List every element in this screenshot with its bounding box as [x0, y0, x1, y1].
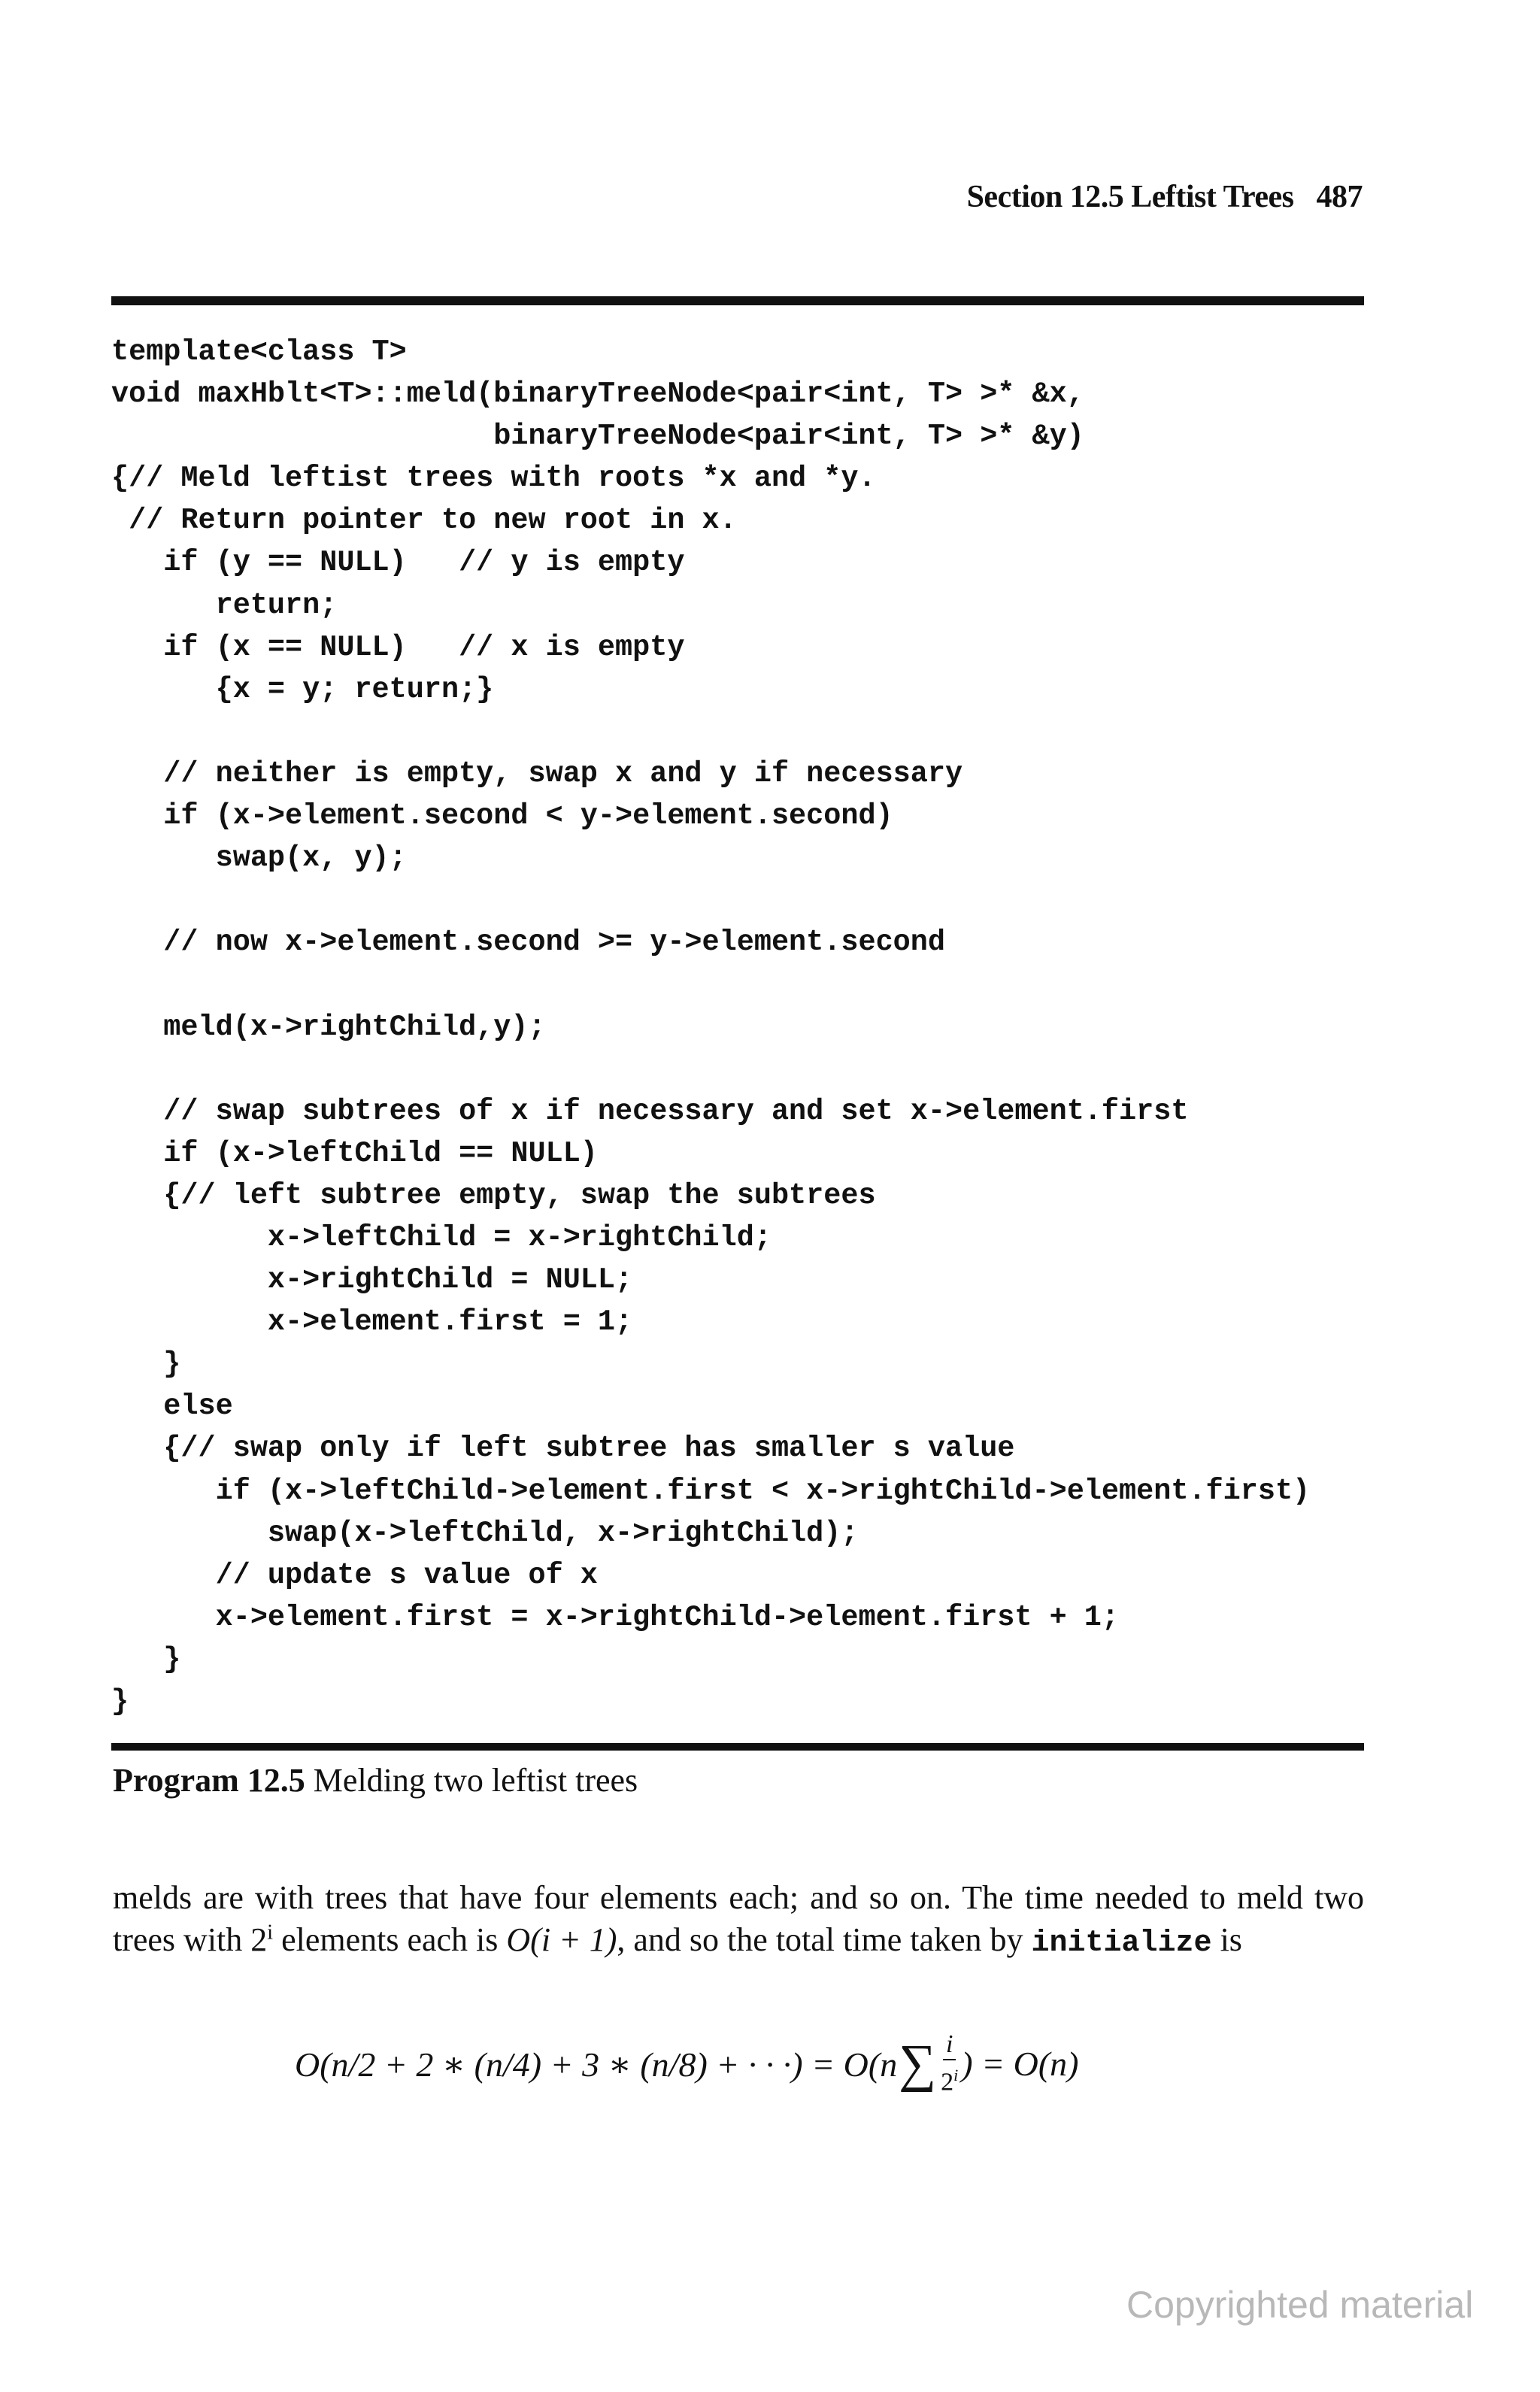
code-line: {// Meld leftist trees with roots *x and *y.	[111, 462, 876, 496]
code-line: // update s value of x	[111, 1558, 598, 1592]
code-line: swap(x->leftChild, x->rightChild);	[111, 1516, 859, 1550]
code-line: if (x->leftChild->element.first < x->rightChild->element.first)	[111, 1474, 1311, 1508]
code-line: x->leftChild = x->rightChild;	[111, 1220, 772, 1254]
code-line: if (x->element.second < y->element.second)	[111, 799, 893, 833]
caption-text: Melding two leftist trees	[313, 1762, 638, 1799]
page-number: 487	[1316, 180, 1363, 214]
bottom-rule	[111, 1743, 1364, 1751]
body-paragraph	[113, 1877, 1364, 1965]
para-code-word: initialize	[1031, 1927, 1212, 1960]
code-line: // Return pointer to new root in x.	[111, 504, 737, 538]
code-line: x->element.first = x->rightChild->element.first + 1;	[111, 1600, 1120, 1634]
para-text-3: , and so the total time taken by	[617, 1921, 1032, 1958]
code-line: }	[111, 1685, 129, 1718]
complexity-formula	[295, 2030, 1078, 2097]
denominator-exponent: i	[953, 2066, 959, 2084]
code-line: else	[111, 1390, 233, 1423]
para-text-4: is	[1211, 1921, 1242, 1958]
code-line: {// swap only if left subtree has smaller s value	[111, 1432, 1015, 1466]
code-line: void maxHblt<T>::meld(binaryTreeNode<pair<int, T> >* &x,	[111, 377, 1084, 411]
code-listing	[111, 331, 1310, 1723]
program-caption	[113, 1761, 638, 1799]
code-line: }	[111, 1348, 181, 1381]
code-line: meld(x->rightChild,y);	[111, 1010, 546, 1044]
formula-fraction	[941, 2030, 958, 2097]
formula-left: O(n/2 + 2 ∗ (n/4) + 3 ∗ (n/8) + · · ·) = O(n	[295, 2045, 898, 2084]
code-line: {x = y; return;}	[111, 672, 494, 706]
top-rule	[111, 296, 1364, 305]
para-text-2: elements each is	[273, 1921, 507, 1958]
section-title: Section 12.5 Leftist Trees	[966, 180, 1294, 214]
caption-label: Program 12.5	[113, 1762, 305, 1799]
code-line: swap(x, y);	[111, 841, 407, 875]
running-header	[0, 179, 1363, 215]
code-line: {// left subtree empty, swap the subtrees	[111, 1178, 876, 1212]
code-line: return;	[111, 588, 338, 622]
code-line: if (x->leftChild == NULL)	[111, 1136, 598, 1170]
code-line: binaryTreeNode<pair<int, T> >* &y)	[111, 420, 1084, 453]
code-line: // now x->element.second >= y->element.second	[111, 926, 945, 960]
formula-right: ) = O(n)	[961, 2045, 1079, 2084]
code-line: if (y == NULL) // y is empty	[111, 546, 685, 580]
sigma-symbol: ∑	[899, 2034, 937, 2093]
fraction-numerator: i	[943, 2030, 956, 2060]
code-line: x->element.first = 1;	[111, 1305, 633, 1339]
code-line: }	[111, 1642, 181, 1676]
code-line: if (x == NULL) // x is empty	[111, 630, 685, 664]
para-text-1: melds are with trees that have four elements each; and so on. The time needed to meld two trees with 2	[113, 1879, 1364, 1958]
code-line: x->rightChild = NULL;	[111, 1263, 633, 1297]
denominator-base: 2	[941, 2068, 954, 2096]
para-big-o: O(i + 1)	[506, 1921, 617, 1958]
code-line: template<class T>	[111, 335, 407, 368]
code-line: // swap subtrees of x if necessary and set x->element.first	[111, 1094, 1189, 1128]
para-superscript: i	[267, 1921, 274, 1945]
fraction-denominator	[941, 2060, 958, 2097]
code-line: // neither is empty, swap x and y if necessary	[111, 756, 963, 790]
copyright-watermark: Copyrighted material	[1126, 2284, 1474, 2326]
